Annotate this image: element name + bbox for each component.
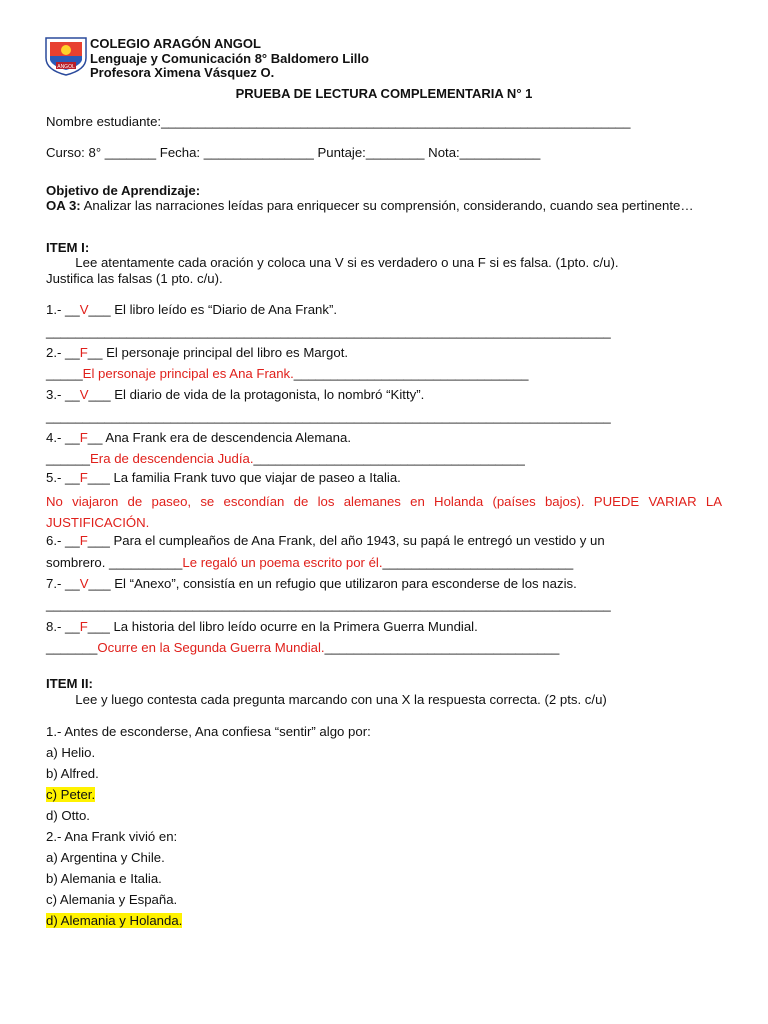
blank-line-3: _____________________________________________________________________________	[46, 409, 611, 424]
question-2: 2.- __F__ El personaje principal del libro es Margot.	[46, 345, 349, 360]
teacher-line: Profesora Ximena Vásquez O.	[90, 65, 275, 80]
justification-2: _____El personaje principal es Ana Frank.________________________________	[46, 366, 529, 381]
mc1-option-d: d) Otto.	[46, 808, 90, 823]
mc1-option-a: a) Helio.	[46, 745, 96, 760]
item1-heading: ITEM I:	[46, 240, 90, 255]
question-8: 8.- __F___ La historia del libro leído ocurre en la Primera Guerra Mundial.	[46, 619, 478, 634]
justification-8: _______Ocurre en la Segunda Guerra Mundial.________________________________	[46, 640, 560, 655]
mc2-option-c: c) Alemania y España.	[46, 892, 178, 907]
school-crest-logo	[44, 36, 88, 76]
answer-6: F	[79, 533, 88, 548]
question-6: 6.- __F___ Para el cumpleaños de Ana Frank, del año 1943, su papá le entregó un vestido y un	[46, 533, 605, 548]
mc-question-1: 1.- Antes de esconderse, Ana confiesa “sentir” algo por:	[46, 724, 371, 739]
answer-7: V	[79, 576, 89, 591]
question-1: 1.- __V___ El libro leído es “Diario de Ana Frank”.	[46, 302, 338, 317]
mc2-option-a: a) Argentina y Chile.	[46, 850, 165, 865]
answer-4: F	[79, 430, 88, 445]
item2-heading: ITEM II:	[46, 676, 93, 691]
student-name-field: Nombre estudiante:________________________________________________________________	[46, 114, 631, 129]
mc-question-2: 2.- Ana Frank vivió en:	[46, 829, 178, 844]
justification-6: sombrero. __________Le regaló un poema escrito por él.__________________________	[46, 555, 574, 570]
justification-5: No viajaron de paseo, se escondían de los alemanes en Holanda (países bajos). PUEDE VARIAR LA JUSTIFICACIÓN.	[46, 494, 722, 530]
mc2-option-d-correct: d) Alemania y Holanda.	[46, 913, 183, 928]
svg-text:ANGOL: ANGOL	[57, 64, 75, 70]
answer-3: V	[79, 387, 89, 402]
item1-instruction-2: Justifica las falsas (1 pto. c/u).	[46, 271, 223, 286]
mc2-option-b: b) Alemania e Italia.	[46, 871, 162, 886]
mc1-option-c-correct: c) Peter.	[46, 787, 96, 802]
objective-heading: Objetivo de Aprendizaje:	[46, 183, 201, 198]
course-date-score-field: Curso: 8° _______ Fecha: _______________ Puntaje:________ Nota:___________	[46, 145, 541, 160]
page-title: PRUEBA DE LECTURA COMPLEMENTARIA N° 1	[235, 86, 533, 101]
answer-1: V	[79, 302, 89, 317]
answer-2: F	[79, 345, 88, 360]
question-4: 4.- __F__ Ana Frank era de descendencia Alemana.	[46, 430, 351, 445]
justification-4: ______Era de descendencia Judía._____________________________________	[46, 451, 525, 466]
question-5: 5.- __F___ La familia Frank tuvo que viajar de paseo a Italia.	[46, 470, 401, 485]
answer-5: F	[79, 470, 88, 485]
blank-line-7: _____________________________________________________________________________	[46, 597, 611, 612]
mc1-option-b: b) Alfred.	[46, 766, 99, 781]
oa-description: Analizar las narraciones leídas para enriquecer su comprensión, considerando, cuando sea pertinente…	[80, 198, 694, 213]
blank-line-1: _____________________________________________________________________________	[46, 324, 611, 339]
objective-text	[46, 198, 722, 213]
question-3: 3.- __V___ El diario de vida de la protagonista, lo nombró “Kitty”.	[46, 387, 425, 402]
item1-instruction: Lee atentamente cada oración y coloca una V si es verdadero o una F si es falsa. (1pto. c/u).	[46, 255, 619, 270]
question-7: 7.- __V___ El “Anexo”, consistía en un refugio que utilizaron para esconderse de los nazis.	[46, 576, 577, 591]
school-name: COLEGIO ARAGÓN ANGOL	[90, 36, 261, 51]
subject-line: Lenguaje y Comunicación 8° Baldomero Lillo	[90, 51, 369, 66]
oa-label: OA 3:	[46, 198, 81, 213]
item2-instruction: Lee y luego contesta cada pregunta marcando con una X la respuesta correcta. (2 pts. c/u)	[46, 692, 607, 707]
answer-8: F	[79, 619, 88, 634]
